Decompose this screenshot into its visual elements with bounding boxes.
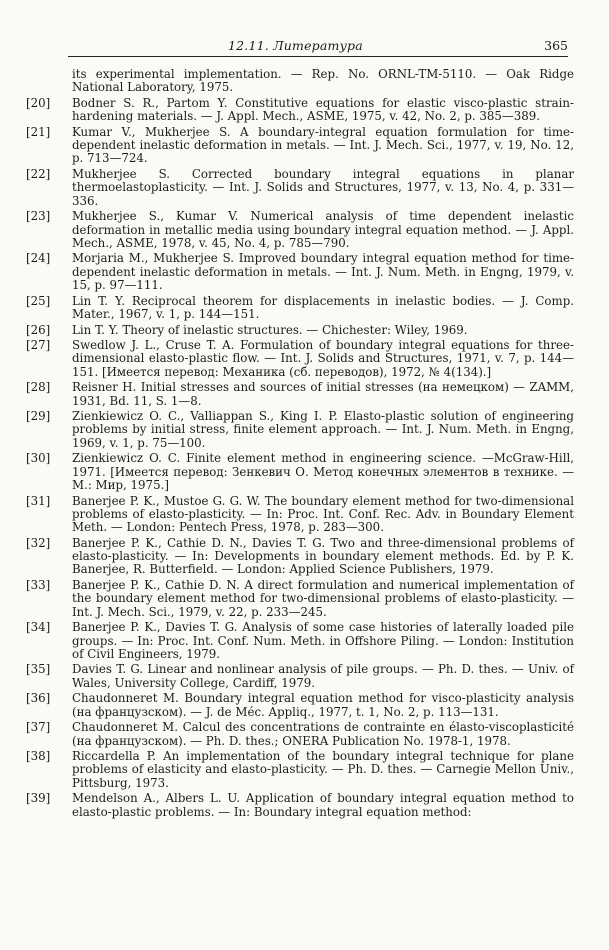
reference-number: [28] (26, 380, 51, 395)
reference-entry (14, 792, 574, 819)
reference-number: [22] (26, 166, 51, 181)
reference-number: [20] (26, 95, 51, 110)
reference-text: Mukherjee S. Corrected boundary integral equations in planar thermoelastoplasticity. — Int. J. Solids and Structures, 1977, v. 13, No. 4, p. 331—336. (72, 166, 574, 208)
reference-text: Kumar V., Mukherjee S. A boundary-integral equation formulation for time-dependent inelastic deformation in metals. — Int. J. Mech. Sci., 1977, v. 19, No. 12, p. 713—724. (72, 124, 574, 166)
reference-text: Reisner H. Initial stresses and sources of initial stresses (на немецком) — ZAMM, 1931, Bd. 11, S. 1—8. (72, 380, 574, 408)
reference-text: Banerjee P. K., Cathie D. N., Davies T. G. Two and three-dimensional problems of elasto-plasticity. — In: Developments in boundary element methods. Ed. by P. K. Banerjee, R. Butterfield. — London: Applied Science Publishers, 1979. (72, 535, 574, 577)
reference-entry (14, 621, 574, 661)
reference-number: [23] (26, 209, 51, 224)
reference-list (14, 68, 574, 819)
reference-entry (14, 126, 574, 166)
reference-number: [36] (26, 691, 51, 706)
reference-number: [29] (26, 409, 51, 424)
reference-number: [21] (26, 124, 51, 139)
reference-number: [34] (26, 620, 51, 635)
reference-text: Lin T. Y. Reciprocal theorem for displacements in inelastic bodies. — J. Comp. Mater., 1967, v. 1, p. 144—151. (72, 293, 574, 321)
reference-entry (14, 295, 574, 322)
reference-number: [26] (26, 322, 51, 337)
reference-text: Swedlow J. L., Cruse T. A. Formulation of boundary integral equations for three-dimensional elasto-plastic flow. — Int. J. Solids and Structures, 1971, v. 7, p. 144—151. [Имеется перевод: Механика (сб. переводов), 1972, № 4(134).] (72, 338, 574, 379)
reference-number: [38] (26, 749, 51, 764)
reference-entry (14, 210, 574, 250)
reference-number: [32] (26, 535, 51, 550)
reference-entry (14, 579, 574, 619)
reference-entry (14, 663, 574, 690)
reference-text: Banerjee P. K., Davies T. G. Analysis of some case histories of laterally loaded pile groups. — In: Proc. Int. Conf. Num. Meth. in Offshore Piling. — London: Institution of Civil Engineers, 1979. (72, 620, 574, 661)
reference-number: [37] (26, 720, 51, 735)
reference-text: Chaudonneret M. Calcul des concentrations de contrainte en élasto-viscoplasticité (на французском). — Ph. D. thes.; ONERA Publication No. 1978-1, 1978. (72, 720, 574, 748)
reference-number: [27] (26, 338, 51, 353)
reference-entry (14, 68, 574, 95)
reference-entry (14, 452, 574, 492)
reference-text: Mukherjee S., Kumar V. Numerical analysis of time dependent inelastic deformation in metallic media using boundary integral equation method. — J. Appl. Mech., ASME, 1978, v. 45, No. 4, p. 785—790. (72, 209, 574, 250)
reference-text: Zienkiewicz O. C. Finite element method in engineering science. —McGraw-Hill, 1971. [Имеется перевод: Зенкевич О. Метод конечных элементов в технике. — М.: Мир, 1975.] (72, 451, 574, 493)
section-title: 12.11. Литература (228, 38, 363, 53)
reference-text: Morjaria M., Mukherjee S. Improved boundary integral equation method for time-dependent inelastic deformation in metals. — Int. J. Num. Meth. in Engng, 1979, v. 15, p. 97—111. (72, 251, 574, 293)
page-number: 365 (544, 38, 568, 53)
reference-entry (14, 324, 574, 337)
reference-text: Lin T. Y. Theory of inelastic structures. — Chichester: Wiley, 1969. (72, 322, 468, 337)
reference-entry (14, 339, 574, 379)
reference-entry (14, 750, 574, 790)
reference-number: [35] (26, 662, 51, 677)
reference-entry (14, 97, 574, 124)
reference-entry (14, 252, 574, 292)
reference-entry (14, 692, 574, 719)
reference-text: Chaudonneret M. Boundary integral equation method for visco-plasticity analysis (на французском). — J. de Méc. Appliq., 1977, t. 1, No. 2, p. 113—131. (72, 691, 574, 719)
reference-text: Riccardella P. An implementation of the boundary integral technique for plane problems of elasticity and elasto-plasticity. — Ph. D. thes. — Carnegie Mellon Univ., Pittsburg, 1973. (72, 749, 574, 790)
reference-number: [33] (26, 578, 51, 592)
reference-entry (14, 168, 574, 208)
reference-number: [31] (26, 493, 51, 508)
reference-number: [24] (26, 251, 51, 266)
reference-text: Banerjee P. K., Cathie D. N. A direct formulation and numerical implementation of the boundary element method for two-dimensional problems of elasto-plasticity. — Int. J. Mech. Sci., 1979, v. 22, p. 233—245. (72, 578, 574, 619)
reference-number: [39] (26, 791, 51, 806)
reference-number: [25] (26, 293, 51, 308)
reference-text: Davies T. G. Linear and nonlinear analysis of pile groups. — Ph. D. thes. — Univ. of Wales, University College, Cardiff, 1979. (72, 662, 574, 690)
reference-number: [30] (26, 451, 51, 466)
reference-entry (14, 495, 574, 535)
reference-text: Mendelson A., Albers L. U. Application of boundary integral equation method to elasto-plastic problems. — In: Boundary integral equation method: (72, 791, 574, 819)
reference-entry (14, 537, 574, 577)
reference-text: Zienkiewicz O. C., Valliappan S., King I. P. Elasto-plastic solution of engineering problems by initial stress, finite element approach. — Int. J. Num. Meth. in Engng, 1969, v. 1, p. 75—100. (72, 409, 574, 450)
reference-entry (14, 381, 574, 408)
reference-entry (14, 721, 574, 748)
reference-text: Bodner S. R., Partom Y. Constitutive equations for elastic visco-plastic strain-hardening materials. — J. Appl. Mech., ASME, 1975, v. 42, No. 2, p. 385—389. (72, 95, 574, 124)
running-head (68, 38, 568, 57)
reference-text: Banerjee P. K., Mustoe G. G. W. The boundary element method for two-dimensional problems of elasto-plasticity. — In: Proc. Int. Conf. Rec. Adv. in Boundary Element Meth. — London: Pentech Press, 1978, p. 283—300. (72, 493, 574, 535)
reference-text: its experimental implementation. — Rep. No. ORNL-TM-5110. — Oak Ridge National Laboratory, 1975. (72, 67, 574, 95)
reference-entry (14, 410, 574, 450)
